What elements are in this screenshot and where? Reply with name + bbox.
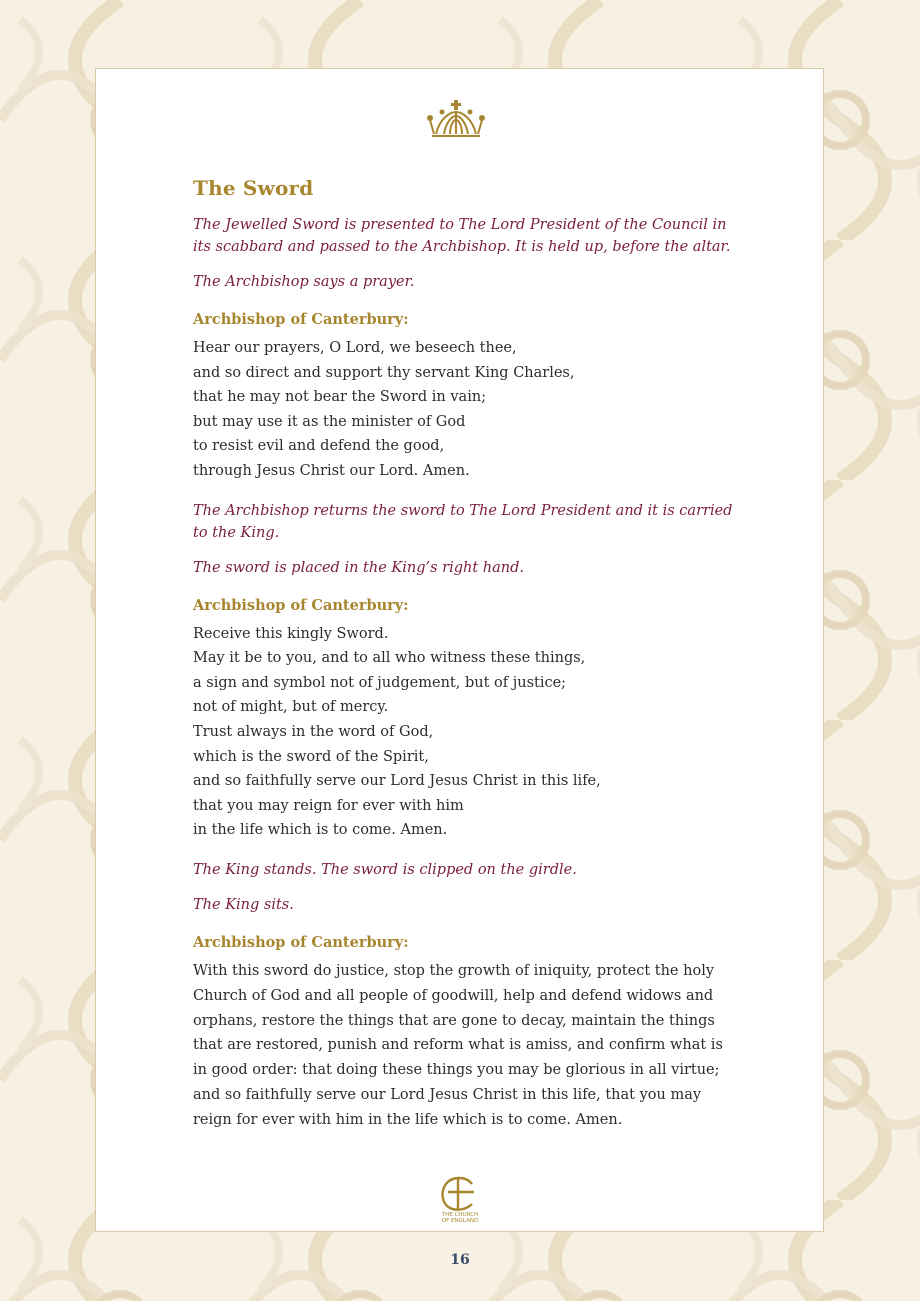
- logo-caption-line: OF ENGLAND: [441, 1218, 479, 1224]
- prayer-line: through Jesus Christ our Lord. Amen.: [193, 462, 470, 479]
- rubric-instruction: The Jewelled Sword is presented to The Lord President of the Council in its scabbard and passed to the Archbishop. It is held up, before the altar.: [193, 217, 731, 255]
- prayer-line: and so faithfully serve our Lord Jesus Christ in this life,: [193, 773, 601, 790]
- prayer-text: [193, 336, 738, 484]
- speaker-label: Archbishop of Canterbury:: [193, 311, 409, 328]
- prayer-line: in the life which is to come. Amen.: [193, 822, 448, 839]
- prayer-line: Receive this kingly Sword.: [193, 625, 389, 642]
- page-number: 16: [450, 1252, 470, 1268]
- prayer-line: that you may reign for ever with him: [193, 797, 464, 814]
- prayer-text: [193, 622, 738, 843]
- crown-icon: [422, 98, 490, 142]
- prayer-line: that he may not bear the Sword in vain;: [193, 389, 487, 406]
- prayer-line: a sign and symbol not of judgement, but of justice;: [193, 674, 567, 691]
- main-content: [193, 176, 738, 1148]
- speaker-label: Archbishop of Canterbury:: [193, 596, 409, 614]
- rubric-instruction: The King sits.: [193, 896, 294, 913]
- prayer-line: May it be to you, and to all who witness these things,: [193, 650, 586, 667]
- prayer-line: not of might, but of mercy.: [193, 699, 389, 716]
- rubric-instruction: The King stands. The sword is clipped on the girdle.: [193, 861, 577, 878]
- prayer-line: and so direct and support thy servant King Charles,: [193, 364, 575, 381]
- prayer-paragraph: With this sword do justice, stop the growth of iniquity, protect the holy Church of God and all people of goodwill, help and defend widows and orphans, restore the things that are gone to decay, maintain the things that are restored, punish and reform what is amiss, and confirm what is in good order: that doing these things you may be glorious in all virtue; and so faithfully serve our Lord Jesus Christ in this life, that you may reign for ever with him in the life which is to come. Amen.: [193, 962, 723, 1128]
- section-title: The Sword: [193, 176, 314, 200]
- rubric-instruction: The sword is placed in the King’s right hand.: [193, 559, 524, 576]
- rubric-instruction: The Archbishop returns the sword to The Lord President and it is carried to the King.: [193, 502, 733, 541]
- logo-caption-line: THE CHURCH: [441, 1212, 479, 1218]
- logo-caption: [425, 1212, 495, 1224]
- speaker-label: Archbishop of Canterbury:: [193, 933, 409, 951]
- prayer-line: which is the sword of the Spirit,: [193, 748, 429, 765]
- rubric-instruction: The Archbishop says a prayer.: [193, 274, 415, 290]
- prayer-line: to resist evil and defend the good,: [193, 438, 445, 455]
- prayer-line: but may use it as the minister of God: [193, 413, 466, 430]
- prayer-line: Hear our prayers, O Lord, we beseech thee,: [193, 340, 517, 356]
- prayer-line: Trust always in the word of God,: [193, 723, 434, 740]
